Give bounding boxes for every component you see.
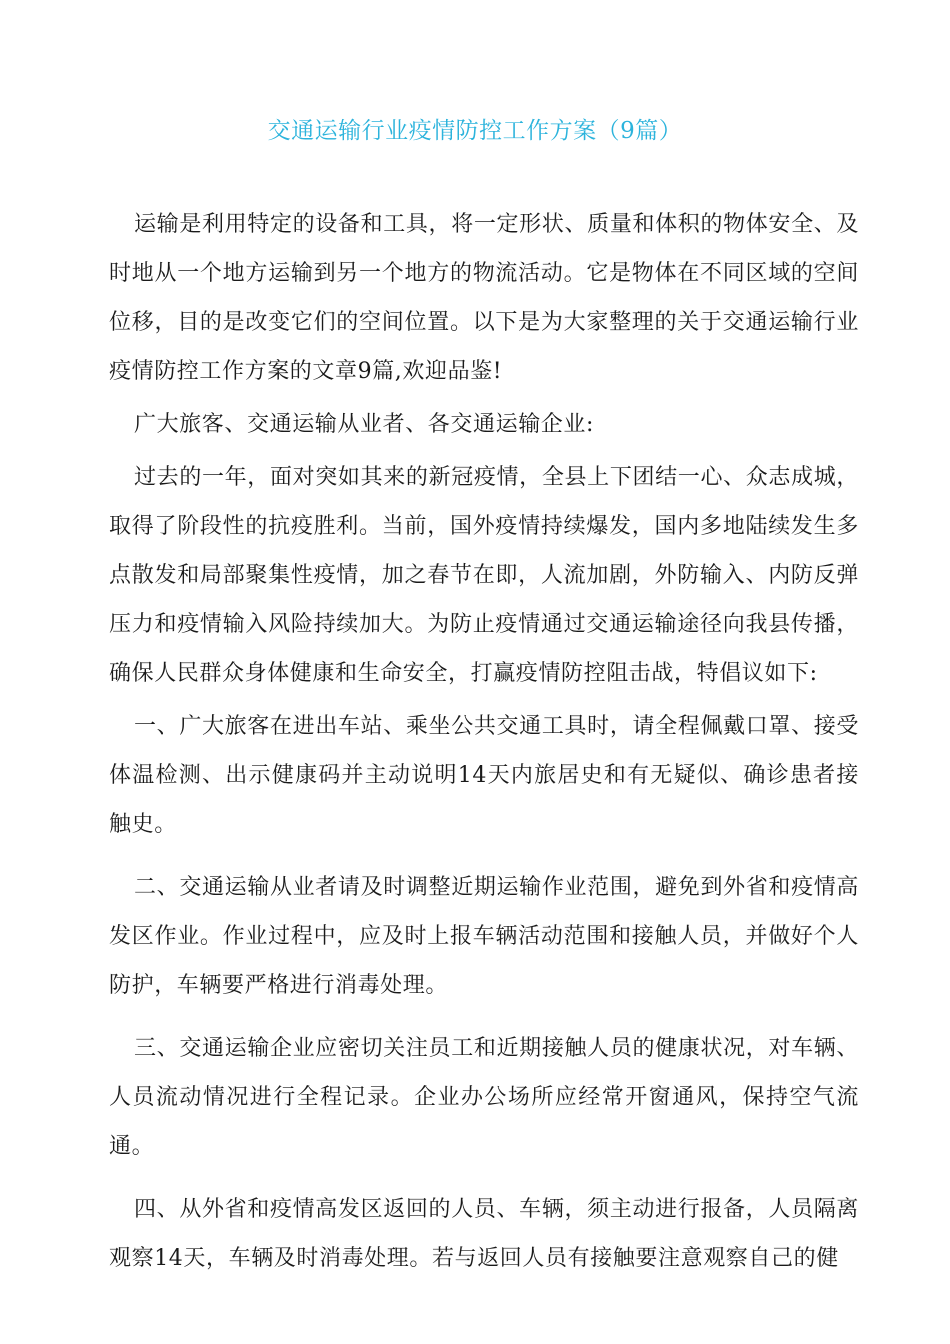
document-body [109, 200, 859, 1283]
paragraph-item-3: 三、交通运输企业应密切关注员工和近期接触人员的健康状况，对车辆、人员流动情况进行全程记录。企业办公场所应经常开窗通风，保持空气流通。 [109, 1036, 859, 1159]
paragraph-item-2: 二、交通运输从业者请及时调整近期运输作业范围，避免到外省和疫情高发区作业。作业过程中，应及时上报车辆活动范围和接触人员，并做好个人防护，车辆要严格进行消毒处理。 [109, 875, 859, 998]
paragraph-intro: 运输是利用特定的设备和工具，将一定形状、质量和体积的物体安全、及时地从一个地方运输到另一个地方的物流活动。它是物体在不同区域的空间位移，目的是改变它们的空间位置。以下是为大家整理的关于交通运输行业疫情防控工作方案的文章9篇,欢迎品鉴! [109, 212, 859, 384]
document-title: 交通运输行业疫情防控工作方案（9篇） [267, 118, 683, 144]
paragraph-item-1: 一、广大旅客在进出车站、乘坐公共交通工具时，请全程佩戴口罩、接受体温检测、出示健康码并主动说明14天内旅居史和有无疑似、确诊患者接触史。 [109, 714, 859, 837]
paragraph-salutation: 广大旅客、交通运输从业者、各交通运输企业: [134, 412, 595, 437]
paragraph-background: 过去的一年，面对突如其来的新冠疫情，全县上下团结一心、众志成城，取得了阶段性的抗疫胜利。当前，国外疫情持续爆发，国内多地陆续发生多点散发和局部聚集性疫情，加之春节在即，人流加剧，外防输入、内防反弹压力和疫情输入风险持续加大。为防止疫情通过交通运输途径向我县传播，确保人民群众身体健康和生命安全，打赢疫情防控阻击战，特倡议如下: [109, 465, 859, 686]
paragraph-item-4: 四、从外省和疫情高发区返回的人员、车辆，须主动进行报备，人员隔离观察14天，车辆及时消毒处理。若与返回人员有接触要注意观察自己的健 [109, 1197, 859, 1271]
